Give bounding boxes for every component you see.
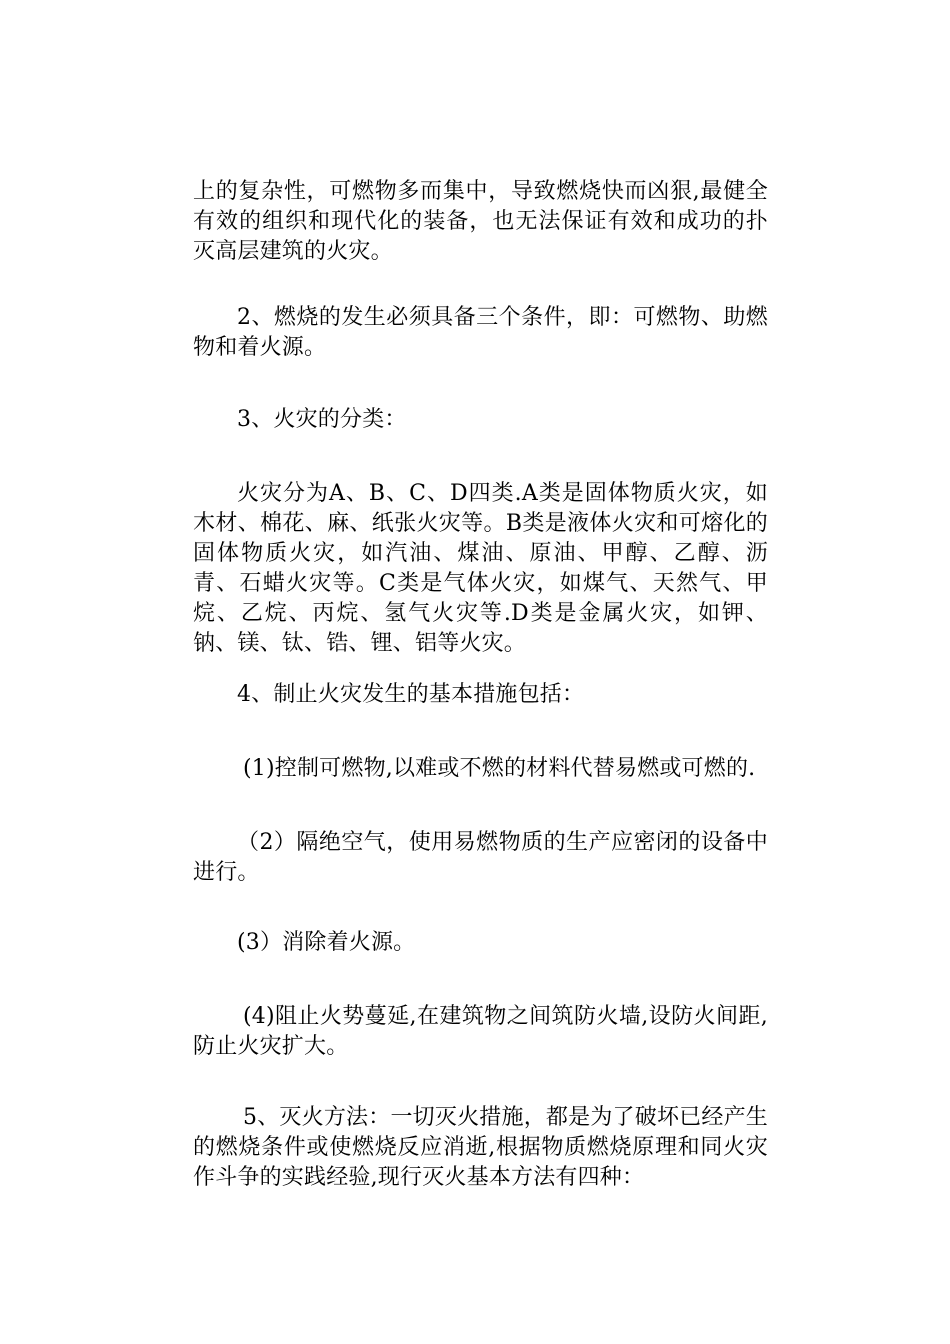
- paragraph-combustion-conditions: 2、燃烧的发生必须具备三个条件，即：可燃物、助燃物和着火源。: [193, 305, 768, 360]
- paragraph-fire-classes: 火灾分为A、B、C、D四类.A类是固体物质火灾，如木材、棉花、麻、纸张火灾等。B类是液体火灾和可熔化的固体物质火灾，如汽油、煤油、原油、甲醇、乙醇、沥青、石蜡火灾等。C类是气体火灾，如煤气、天然气、甲烷、乙烷、丙烷、氢气火灾等.D类是金属火灾，如钾、钠、镁、钛、锆、锂、铝等火灾。: [193, 481, 768, 656]
- measure-1: (1)控制可燃物,以难或不燃的材料代替易燃或可燃的.: [243, 756, 756, 781]
- measure-3: (3）消除着火源。: [237, 930, 416, 955]
- heading-prevention-measures: 4、制止火灾发生的基本措施包括：: [237, 682, 585, 707]
- measure-2: （2）隔绝空气，使用易燃物质的生产应密闭的设备中进行。: [193, 830, 768, 885]
- paragraph-extinguishing-methods: 5、灭火方法：一切灭火措施，都是为了破坏已经产生的燃烧条件或使燃烧反应消逝,根据物质燃烧原理和同火灾作斗争的实践经验,现行灭火基本方法有四种：: [193, 1105, 768, 1190]
- measure-4: (4)阻止火势蔓延,在建筑物之间筑防火墙,设防火间距,防止火灾扩大。: [193, 1004, 768, 1059]
- paragraph-high-rise-fire: 上的复杂性，可燃物多而集中，导致燃烧快而凶狠,最健全有效的组织和现代化的装备，也无法保证有效和成功的扑灭高层建筑的火灾。: [193, 179, 768, 264]
- heading-fire-classification: 3、火灾的分类：: [237, 407, 407, 432]
